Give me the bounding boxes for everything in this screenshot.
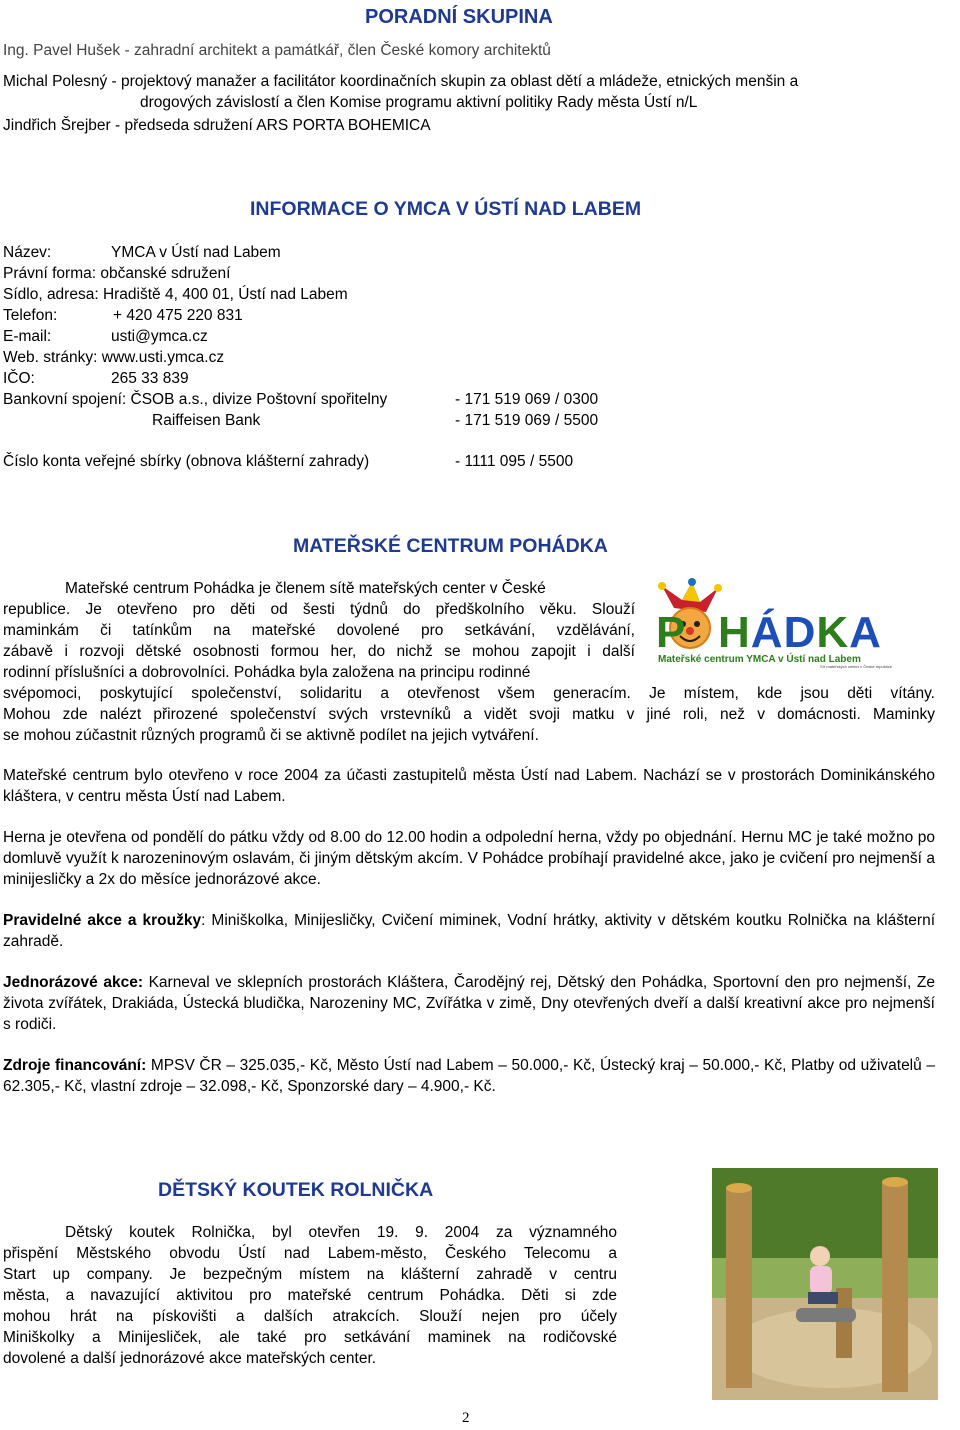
info-sbirka-label: Číslo konta veřejné sbírky (obnova klášterní zahrady)	[3, 453, 370, 470]
advisory-line-1: Ing. Pavel Hušek - zahradní architekt a památkář, člen České komory architektů	[3, 42, 551, 59]
mc-intro-cont-2: Mohou zde nalézt přirozené společenství svých vrstevníků a vidět svoji matku v jiné roli, než v domácnosti. Maminky	[3, 706, 935, 723]
info-bank2-value: - 171 519 069 / 5500	[455, 412, 599, 429]
mc-intro-line-2: republice. Je otevřeno pro děti od šesti týdnů do předškolního věku. Slouží	[3, 601, 635, 618]
info-ico-value: 265 33 839	[111, 370, 189, 387]
mc-paragraph-4	[3, 910, 935, 952]
mc-intro-line-1: Mateřské centrum Pohádka je členem sítě mateřských center v České	[65, 580, 546, 597]
logo-letter-p: P	[656, 608, 686, 657]
info-sidlo: Sídlo, adresa: Hradiště 4, 400 01, Ústí nad Labem	[3, 286, 348, 303]
mc-intro-cont-3: se mohou zúčastnit různých programů či se aktivně podílet na jejich vytváření.	[3, 727, 539, 744]
logo-word-rest: HÁDKA	[718, 608, 882, 657]
info-email-label: E-mail:	[3, 328, 52, 345]
mc-intro-line-5: rodinní příslušníci a dobrovolníci. Pohádka byla založena na principu rodinné	[3, 664, 531, 681]
heading-poradni-skupina: PORADNÍ SKUPINA	[365, 6, 553, 28]
mc-p4-label: Pravidelné akce a kroužky	[3, 912, 202, 929]
info-sbirka-value: - 1111 095 / 5500	[455, 453, 574, 470]
advisory-line-4: Jindřich Šrejber - předseda sdružení ARS PORTA BOHEMICA	[3, 117, 431, 134]
koutek-line-5: mohou hrát na pískovišti a dalších atrakcích. Slouží nejen pro účely	[3, 1308, 617, 1325]
info-bank2-label: Raiffeisen Bank	[152, 412, 261, 429]
mc-paragraph-6	[3, 1055, 935, 1097]
heading-materske-centrum: MATEŘSKÉ CENTRUM POHÁDKA	[293, 535, 608, 557]
mc-intro-line-3: maminkám či tatínkům na mateřské dovolené pro setkávání, vzdělávání,	[3, 622, 635, 639]
info-nazev-label: Název:	[3, 244, 52, 261]
mc-p5-label: Jednorázové akce:	[3, 974, 143, 991]
info-bank-value: - 171 519 069 / 0300	[455, 391, 599, 408]
mc-p5-text: Karneval ve sklepních prostorách Kláštera, Čarodějný rej, Dětský den Pohádka, Sportovní den pro nejmenší, Ze života zvířátek, Drakiáda, Ústecká bludička, Narozeniny MC, Zvířátka v zimě, Dny otevřených dveří a další kreativní akce pro nejmenší s rodiči.	[3, 974, 935, 1033]
mc-intro-line-4: zábavě i rozvoji dětské osobnosti formou her, do nichž se mohou zapojit i další	[3, 643, 635, 660]
info-nazev-value: YMCA v Ústí nad Labem	[111, 244, 281, 261]
mc-p6-label: Zdroje financování:	[3, 1057, 147, 1074]
heading-detsky-koutek: DĚTSKÝ KOUTEK ROLNIČKA	[158, 1179, 434, 1201]
koutek-line-6: Miniškolky a Minijesliček, ale také pro setkávání maminek na rodičovské	[3, 1329, 617, 1346]
pohadka-logo	[652, 578, 928, 670]
info-web[interactable]: Web. stránky: www.usti.ymca.cz	[3, 349, 225, 366]
koutek-line-1: Dětský koutek Rolnička, byl otevřen 19. 9. 2004 za významného	[65, 1224, 617, 1241]
mc-p4-text: : Miniškolka, Minijesličky, Cvičení miminek, Vodní hrátky, aktivity v dětském koutku Rolnička na klášterní zahradě.	[3, 912, 935, 950]
page-number: 2	[462, 1410, 470, 1426]
koutek-line-2: přispění Městského obvodu Ústí nad Labem-město, Českého Telecomu a	[3, 1245, 617, 1262]
mc-intro-cont-1: svépomoci, poskytující společenství, solidaritu a otevřenost všem generacím. Je místem, kde jsou děti vítány.	[3, 685, 935, 702]
advisory-line-3: drogových závislostí a člen Komise programu aktivní politiky Rady města Ústí n/L	[140, 94, 698, 111]
info-telefon	[3, 305, 243, 326]
info-ico-label: IČO:	[3, 370, 35, 387]
info-ico	[3, 368, 189, 389]
info-email	[3, 326, 208, 347]
info-bank-label: Bankovní spojení: ČSOB a.s., divize Poštovní spořitelny	[3, 391, 388, 408]
info-pravni-forma: Právní forma: občanské sdružení	[3, 265, 231, 282]
koutek-line-3: Start up company. Je bezpečným místem na klášterní zahradě v centru	[3, 1266, 617, 1283]
advisory-line-2: Michal Polesný - projektový manažer a facilitátor koordinačních skupin za oblast dětí a mládeže, etnických menšin a	[3, 73, 799, 90]
mc-paragraph-5	[3, 972, 935, 1035]
logo-small: Síť mateřských center v České republice	[820, 664, 892, 669]
info-telefon-value: + 420 475 220 831	[113, 307, 243, 324]
info-email-value[interactable]: usti@ymca.cz	[111, 328, 208, 345]
logo-subtitle: Mateřské centrum YMCA v Ústí nad Labem	[658, 654, 861, 665]
mc-p6-text: MPSV ČR – 325.035,- Kč, Město Ústí nad Labem – 50.000,- Kč, Ústecký kraj – 50.000,- Kč, Platby od uživatelů – 62.305,- Kč, vlastní zdroje – 32.098,- Kč, Sponzorské dary – 4.900,- Kč.	[3, 1057, 935, 1095]
mc-paragraph-2: Mateřské centrum bylo otevřeno v roce 2004 za účasti zastupitelů města Ústí nad Labem. Nachází se v prostorách Dominikánského kláštera, v centru města Ústí nad Labem.	[3, 767, 935, 805]
info-telefon-label: Telefon:	[3, 307, 58, 324]
koutek-line-7: dovolené a další jednorázové akce mateřských center.	[3, 1350, 377, 1367]
playground-photo	[712, 1168, 938, 1400]
heading-informace: INFORMACE O YMCA V ÚSTÍ NAD LABEM	[250, 198, 642, 220]
info-nazev	[3, 242, 281, 263]
mc-paragraph-3: Herna je otevřena od pondělí do pátku vždy od 8.00 do 12.00 hodin a odpolední herna, vždy po objednání. Hernu MC je také možno po domluvě využít k narozeninovým oslavám, či jiným dětským akcím. V Pohádce probíhají pravidelné akce, jako je cvičení pro nejmenší a minijesličky a 2x do měsíce jednorázové akce.	[3, 829, 935, 888]
koutek-line-4: města, a navazující aktivitou pro mateřské centrum Pohádka. Děti si zde	[3, 1287, 617, 1304]
